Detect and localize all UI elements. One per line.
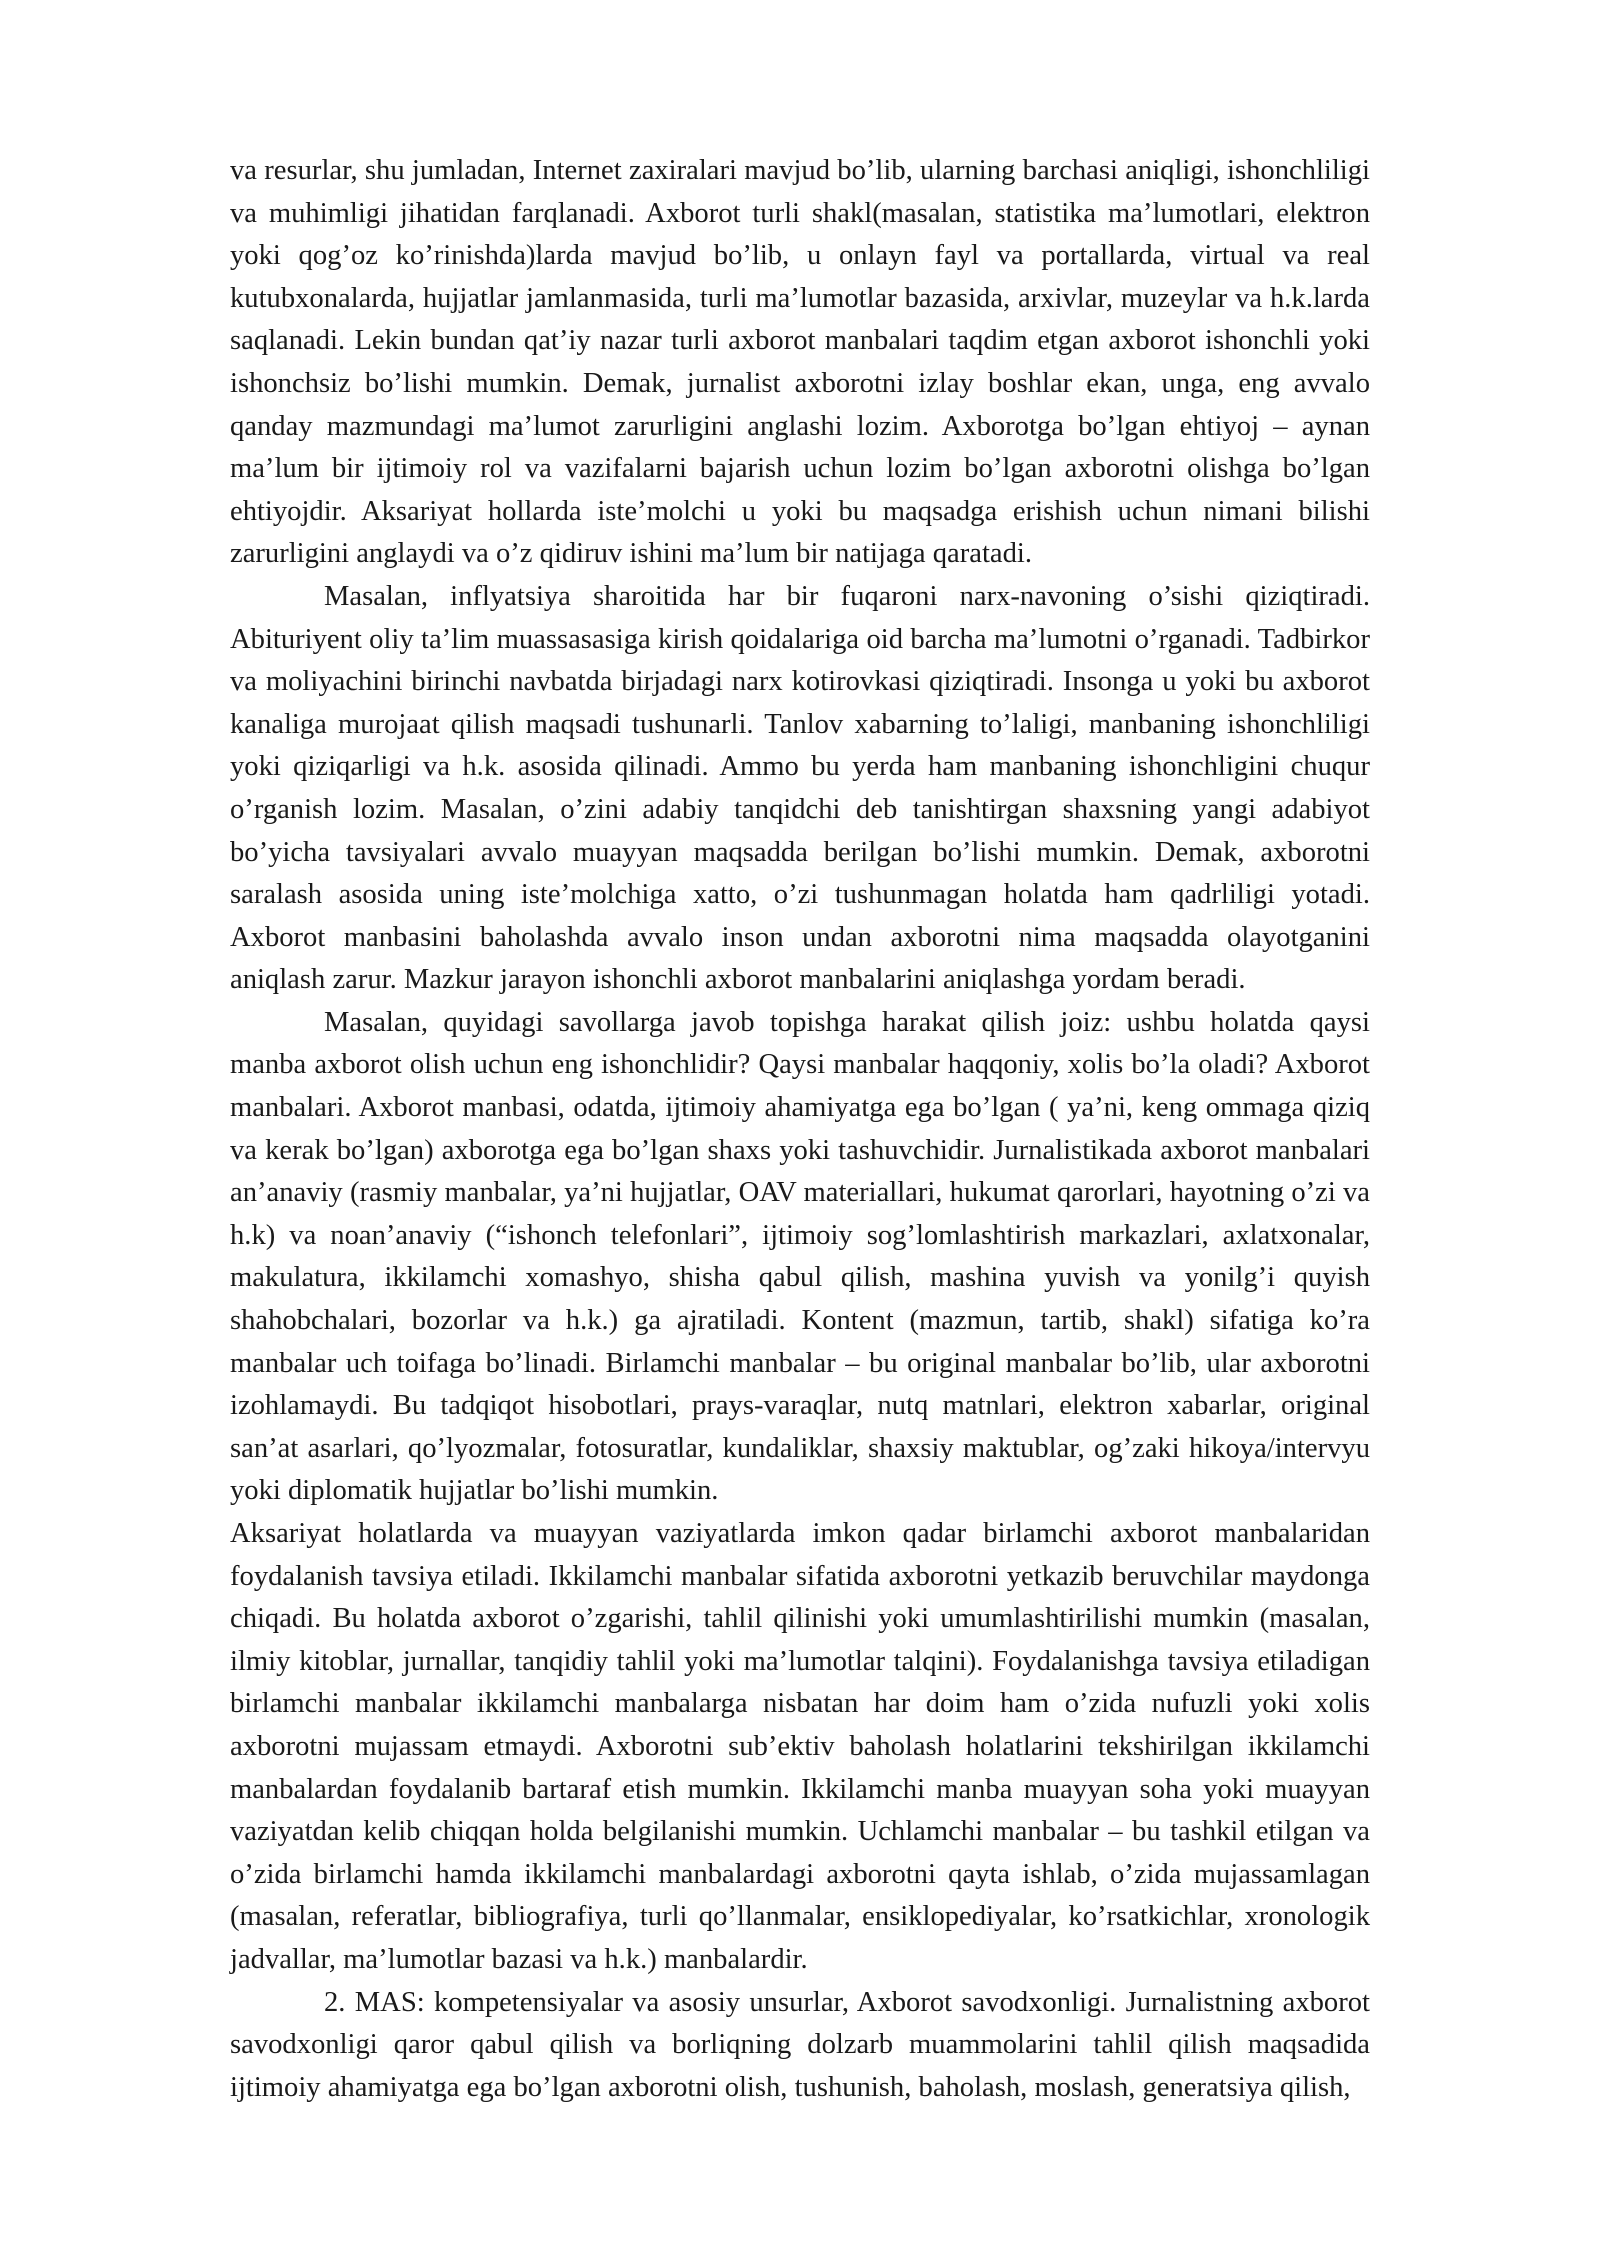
paragraph-5: 2. MAS: kompetensiyalar va asosiy unsurlar, Axborot savodxonligi. Jurnalistning axborot savodxonligi qaror qabul qilish va borliqning dolzarb muammolarini tahlil qilish maqsadida ijtimoiy ahamiyatga ega bo’lgan axborotni olish, tushunish, baholash, moslash, generatsiya qilish, bbox=[230, 1986, 1370, 2103]
paragraph-1: va resurlar, shu jumladan, Internet zaxiralari mavjud bo’lib, ularning barchasi aniqligi, ishonchliligi va muhimligi jihatidan farqlanadi. Axborot turli shakl(masalan, statistika ma’lumotlari, elektron yoki qog’oz ko’rinishda)larda mavjud bo’lib, u onlayn fayl va portallarda, virtual va real kutubxonalarda, hujjatlar jamlanmasida, turli ma’lumotlar bazasida, arxivlar, muzeylar va h.k.larda saqlanadi. Lekin bundan qat’iy nazar turli axborot manbalari taqdim etgan axborot ishonchli yoki ishonchsiz bo’lishi mumkin. Demak, jurnalist axborotni izlay boshlar ekan, unga, eng avvalo qanday mazmundagi ma’lumot zarurligini anglashi lozim. Axborotga bo’lgan ehtiyoj – aynan ma’lum bir ijtimoiy rol va vazifalarni bajarish uchun lozim bo’lgan axborotni olishga bo’lgan ehtiyojdir. Aksariyat hollarda iste’molchi u yoki bu maqsadga erishish uchun nimani bilishi zarurligini anglaydi va o’z qidiruv ishini ma’lum bir natijaga qaratadi. bbox=[230, 155, 1370, 570]
document-page bbox=[230, 150, 1370, 2109]
paragraph-2: Masalan, inflyatsiya sharoitida har bir fuqaroni narx-navoning o’sishi qiziqtiradi. Abituriyent oliy ta’lim muassasasiga kirish qoidalariga oid barcha ma’lumotni o’rganadi. Tadbirkor va moliyachini birinchi navbatda birjadagi narx kotirovkasi qiziqtiradi. Insonga u yoki bu axborot kanaliga murojaat qilish maqsadi tushunarli. Tanlov xabarning to’laligi, manbaning ishonchliligi yoki qiziqarligi va h.k. asosida qilinadi. Ammo bu yerda ham manbaning ishonchligini chuqur o’rganish lozim. Masalan, o’zini adabiy tanqidchi deb tanishtirgan shaxsning yangi adabiyot bo’yicha tavsiyalari avvalo muayyan maqsadda berilgan bo’lishi mumkin. Demak, axborotni saralash asosida uning iste’molchiga xatto, o’zi tushunmagan holatda ham qadrliligi yotadi. Axborot manbasini baholashda avvalo inson undan axborotni nima maqsadda olayotganini aniqlash zarur. Mazkur jarayon ishonchli axborot manbalarini aniqlashga yordam beradi. bbox=[230, 580, 1370, 996]
paragraph-3: Masalan, quyidagi savollarga javob topishga harakat qilish joiz: ushbu holatda qaysi manba axborot olish uchun eng ishonchlidir? Qaysi manbalar haqqoniy, xolis bo’la oladi? Axborot manbalari. Axborot manbasi, odatda, ijtimoiy ahamiyatga ega bo’lgan ( ya’ni, keng ommaga qiziq va kerak bo’lgan) axborotga ega bo’lgan shaxs yoki tashuvchidir. Jurnalistikada axborot manbalari an’anaviy (rasmiy manbalar, ya’ni hujjatlar, OAV materiallari, hukumat qarorlari, hayotning o’zi va h.k) va noan’anaviy (“ishonch telefonlari”, ijtimoiy sog’lomlashtirish markazlari, axlatxonalar, makulatura, ikkilamchi xomashyo, shisha qabul qilish, mashina yuvish va yonilg’i quyish shahobchalari, bozorlar va h.k.) ga ajratiladi. Kontent (mazmun, tartib, shakl) sifatiga ko’ra manbalar uch toifaga bo’linadi. Birlamchi manbalar – bu original manbalar bo’lib, ular axborotni izohlamaydi. Bu tadqiqot hisobotlari, prays-varaqlar, nutq matnlari, elektron xabarlar, original san’at asarlari, qo’lyozmalar, fotosuratlar, kundaliklar, shaxsiy maktublar, og’zaki hikoya/intervyu yoki diplomatik hujjatlar bo’lishi mumkin. bbox=[230, 1006, 1370, 1507]
paragraph-4: Aksariyat holatlarda va muayyan vaziyatlarda imkon qadar birlamchi axborot manbalaridan foydalanish tavsiya etiladi. Ikkilamchi manbalar sifatida axborotni yetkazib beruvchilar maydonga chiqadi. Bu holatda axborot o’zgarishi, tahlil qilinishi yoki umumlashtirilishi mumkin (masalan, ilmiy kitoblar, jurnallar, tanqidiy tahlil yoki ma’lumotlar talqini). Foydalanishga tavsiya etiladigan birlamchi manbalar ikkilamchi manbalarga nisbatan har doim ham o’zida nufuzli yoki xolis axborotni mujassam etmaydi. Axborotni sub’ektiv baholash holatlarini tekshirilgan ikkilamchi manbalardan foydalanib bartaraf etish mumkin. Ikkilamchi manba muayyan soha yoki muayyan vaziyatdan kelib chiqqan holda belgilanishi mumkin. Uchlamchi manbalar – bu tashkil etilgan va o’zida birlamchi hamda ikkilamchi manbalardagi axborotni qayta ishlab, o’zida mujassamlagan (masalan, referatlar, bibliografiya, turli qo’llanmalar, ensiklopediyalar, ko’rsatkichlar, xronologik jadvallar, ma’lumotlar bazasi va h.k.) manbalardir. bbox=[230, 1518, 1370, 1975]
